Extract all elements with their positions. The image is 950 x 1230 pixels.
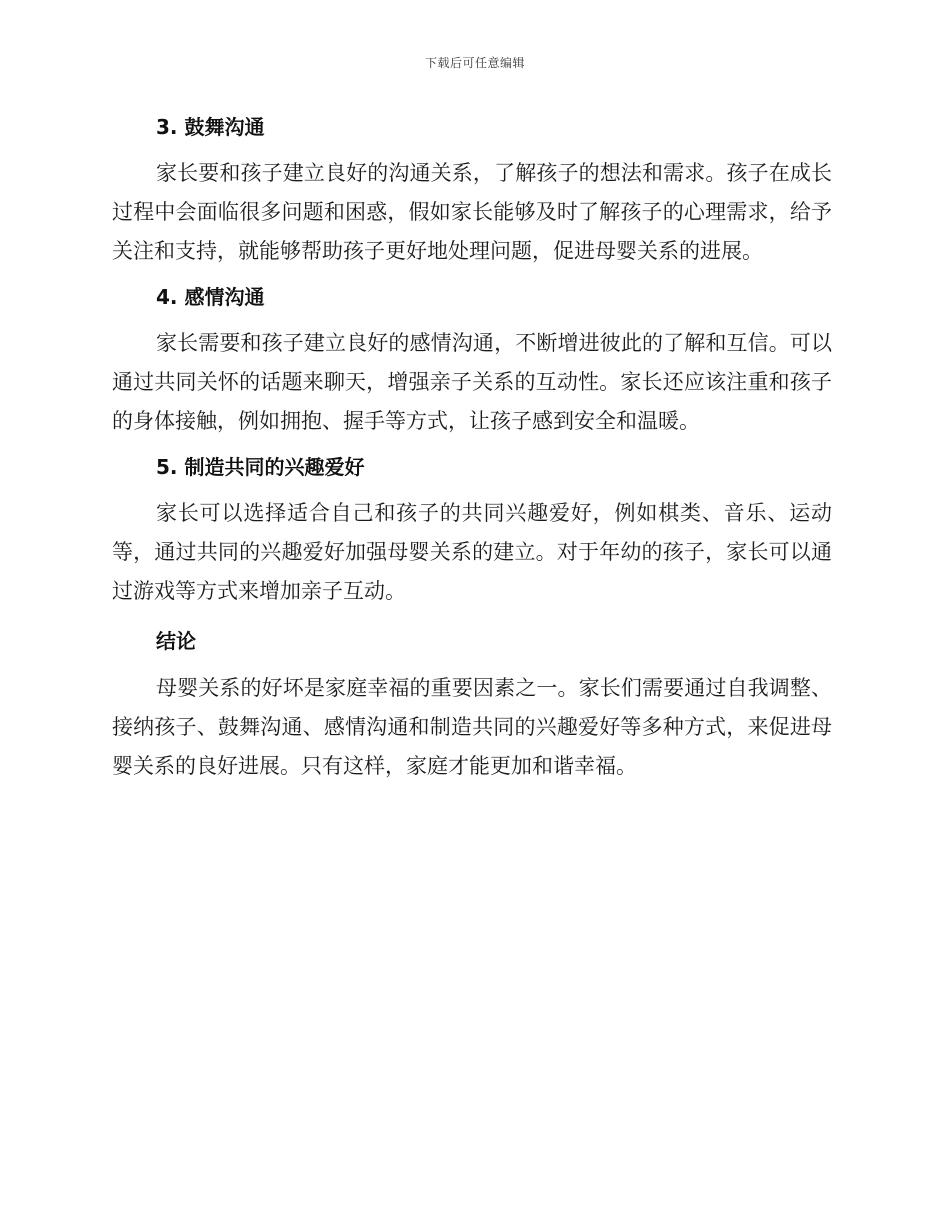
- section-paragraph-emotional-communication: 家长需要和孩子建立良好的感情沟通，不断增进彼此的了解和互信。可以通过共同关怀的话题来聊天，增强亲子关系的互动性。家长还应该注重和孩子的身体接触，例如拥抱、握手等方式，让孩子感到安全和温暖。: [112, 331, 832, 433]
- section-heading-conclusion: 结论: [156, 629, 196, 653]
- section-heading-shared-hobbies: 5. 制造共同的兴趣爱好: [156, 455, 365, 479]
- section-paragraph-shared-hobbies: 家长可以选择适合自己和孩子的共同兴趣爱好，例如棋类、音乐、运动等，通过共同的兴趣爱好加强母婴关系的建立。对于年幼的孩子，家长可以通过游戏等方式来增加亲子互动。: [112, 501, 832, 603]
- section-heading-encourage-communication: 3. 鼓舞沟通: [156, 115, 265, 139]
- section-paragraph-conclusion: 母婴关系的好坏是家庭幸福的重要因素之一。家长们需要通过自我调整、接纳孩子、鼓舞沟通、感情沟通和制造共同的兴趣爱好等多种方式，来促进母婴关系的良好进展。只有这样，家庭才能更加和谐幸福。: [112, 676, 832, 778]
- document-content: [112, 110, 832, 786]
- section-heading-emotional-communication: 4. 感情沟通: [156, 285, 265, 309]
- header-note: 下载后可任意编辑: [424, 56, 525, 70]
- section-paragraph-encourage-communication: 家长要和孩子建立良好的沟通关系，了解孩子的想法和需求。孩子在成长过程中会面临很多问题和困惑，假如家长能够及时了解孩子的心理需求，给予关注和支持，就能够帮助孩子更好地处理问题，促进母婴关系的进展。: [112, 161, 832, 263]
